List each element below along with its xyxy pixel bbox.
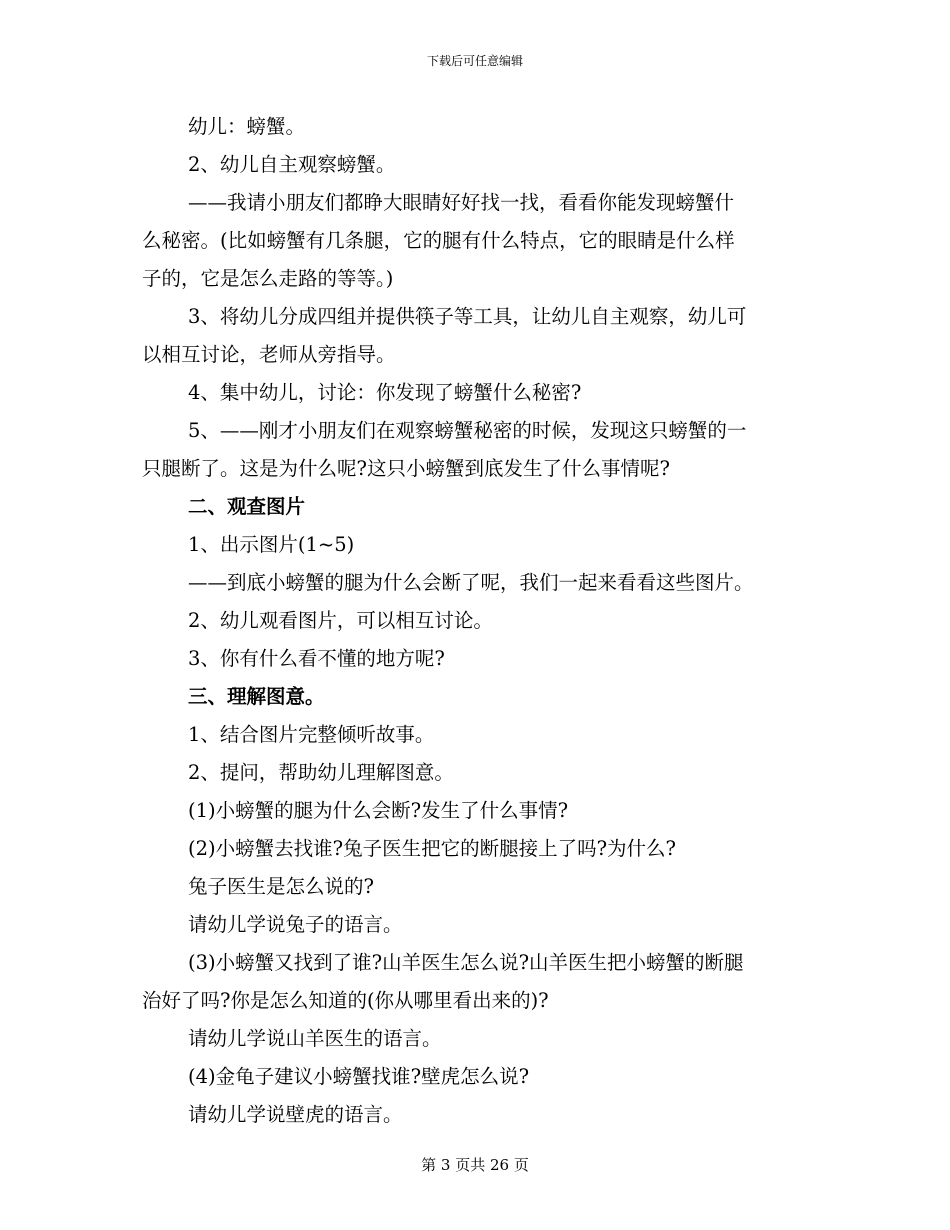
text-line: (1)小螃蟹的腿为什么会断?发生了什么事情? <box>188 799 569 822</box>
text-line: (3)小螃蟹又找到了谁?山羊医生怎么说?山羊医生把小螃蟹的断腿 <box>188 951 744 974</box>
text-line: 幼儿：螃蟹。 <box>188 115 306 138</box>
document-body <box>142 108 810 1134</box>
text-line: 么秘密。(比如螃蟹有几条腿，它的腿有什么特点，它的眼睛是什么样 <box>142 229 735 252</box>
text-line: 1、出示图片(1~5) <box>188 533 355 556</box>
text-line: (4)金龟子建议小螃蟹找谁?壁虎怎么说? <box>188 1065 530 1088</box>
text-line: 请幼儿学说壁虎的语言。 <box>188 1103 403 1126</box>
text-line: 4、集中幼儿，讨论：你发现了螃蟹什么秘密? <box>188 381 582 404</box>
text-line: 兔子医生是怎么说的? <box>188 875 374 898</box>
text-line: 3、你有什么看不懂的地方呢? <box>188 647 445 670</box>
text-line: 治好了吗?你是怎么知道的(你从哪里看出来的)? <box>142 989 549 1012</box>
page-header: 下载后可任意编辑 <box>426 54 523 68</box>
text-line: 只腿断了。这是为什么呢?这只小螃蟹到底发生了什么事情呢? <box>142 457 670 480</box>
text-line: 以相互讨论，老师从旁指导。 <box>142 343 396 366</box>
text-line: 请幼儿学说兔子的语言。 <box>188 913 403 936</box>
text-line: ——我请小朋友们都睁大眼睛好好找一找，看看你能发现螃蟹什 <box>188 191 735 214</box>
page-footer: 第 3 页共 26 页 <box>421 1156 529 1174</box>
text-line: 请幼儿学说山羊医生的语言。 <box>188 1027 442 1050</box>
text-line: 5、——刚才小朋友们在观察螃蟹秘密的时候，发现这只螃蟹的一 <box>188 419 747 442</box>
text-line: 2、幼儿自主观察螃蟹。 <box>188 153 396 176</box>
text-line: 3、将幼儿分成四组并提供筷子等工具，让幼儿自主观察，幼儿可 <box>188 305 747 328</box>
text-line: (2)小螃蟹去找谁?兔子医生把它的断腿接上了吗?为什么? <box>188 837 676 860</box>
section-heading: 二、观查图片 <box>188 495 306 518</box>
text-line: 2、提问，帮助幼儿理解图意。 <box>188 761 454 784</box>
text-line: ——到底小螃蟹的腿为什么会断了呢，我们一起来看看这些图片。 <box>188 571 754 594</box>
text-line: 子的，它是怎么走路的等等。) <box>142 267 394 290</box>
text-line: 1、结合图片完整倾听故事。 <box>188 723 435 746</box>
text-line: 2、幼儿观看图片，可以相互讨论。 <box>188 609 493 632</box>
section-heading: 三、理解图意。 <box>188 685 325 708</box>
